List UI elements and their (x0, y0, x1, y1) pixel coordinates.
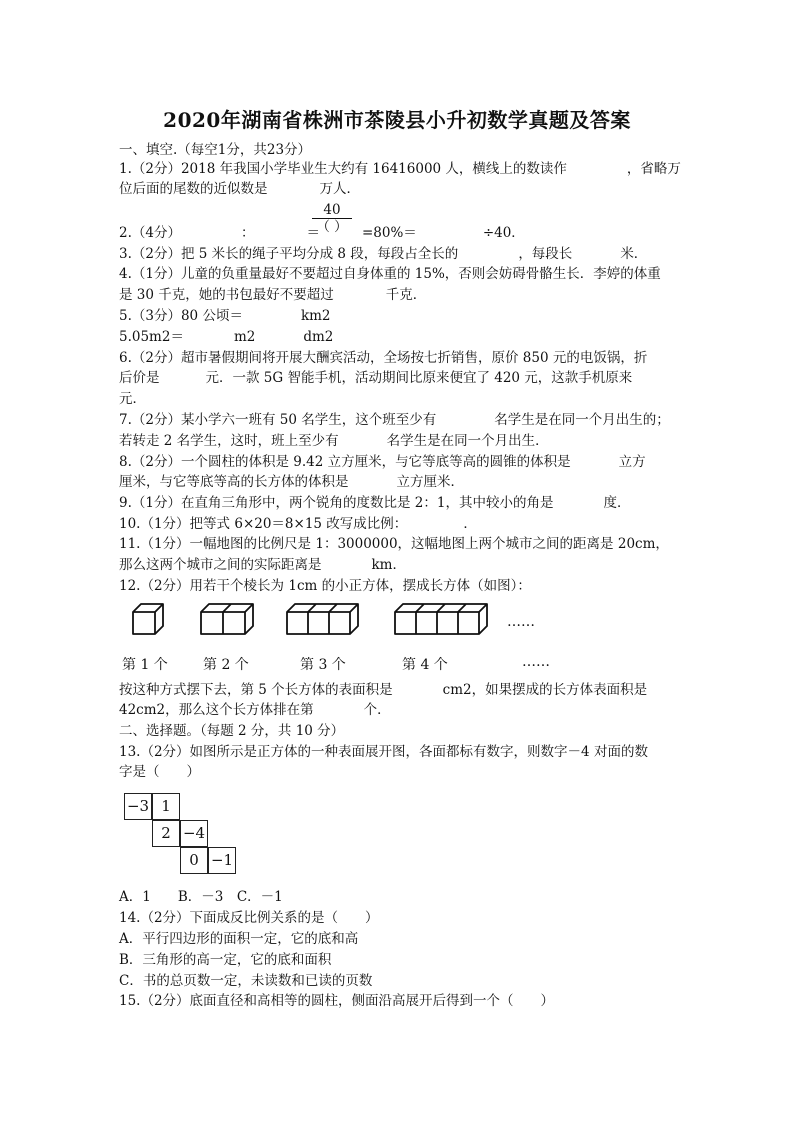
figure-label-1: 第 1 个 (122, 657, 168, 673)
question-12: 12.（2分）用若干个棱长为 1cm 的小正方体，摆成长方体（如图）： (119, 578, 531, 594)
q1-text: 万人． (319, 181, 360, 197)
q2-text: 2.（4分） (119, 225, 181, 241)
q2-text: ÷40． (482, 225, 525, 241)
ellipsis: …… (507, 614, 535, 630)
question-9 (119, 494, 630, 512)
q11-text: 那么这两个城市之间的实际距离是 (119, 557, 322, 573)
ellipsis: …… (522, 654, 550, 670)
q2-text: =80%＝ (361, 225, 417, 241)
q7-text: 7.（2分）某小学六一班有 50 名学生，这个班至少有 (119, 412, 437, 428)
question-15: 15.（2分）底面直径和高相等的圆柱，侧面沿高展开后得到一个（ ） (119, 993, 555, 1009)
question-13-cont: 字是（ ） (119, 764, 200, 780)
cuboid-figure (125, 600, 545, 642)
q10-text: 10.（1分）把等式 6×20＝8×15 改写成比例： (119, 516, 408, 532)
q12-text: cm2，如果摆成的长方体表面积是 (442, 682, 648, 698)
net-cell: 0 (180, 847, 208, 874)
question-7-cont (119, 432, 549, 450)
question-3 (119, 245, 647, 263)
question-13: 13.（2分）如图所示是正方体的一种表面展开图，各面都标有数字，则数字－4 对面的数 (119, 744, 648, 760)
section-heading: 一、填空.（每空1分，共23分） (119, 142, 312, 158)
question-6: 6.（2分）超市暑假期间将开展大酬宾活动，全场按七折销售，原价 850 元的电饭锅，折 (119, 350, 648, 366)
q2-text: ＝ (306, 225, 320, 241)
q6-text: 元．一款 5G 智能手机，活动期间比原来便宜了 420 元，这款手机原来 (205, 370, 633, 386)
q12-text: 个． (363, 702, 391, 718)
cuboid-3 (287, 604, 358, 634)
q2-text: ： (240, 225, 255, 241)
net-cell: 1 (152, 793, 180, 820)
q5-text: 5.（3分）80 公顷＝ (119, 308, 243, 324)
q8-text: 厘米，与它等底等高的长方体的体积是 (119, 474, 349, 490)
fraction-numerator: 40 (312, 202, 352, 219)
q6-text: 后价是 (119, 370, 160, 386)
question-6-cont: 元． (119, 391, 146, 407)
question-8 (119, 453, 646, 471)
section-heading: 二、选择题。（每题 2 分，共 10 分） (119, 723, 345, 739)
q4-text: 是 30 千克，她的书包最好不要超过 (119, 287, 334, 303)
question-5-cont (119, 328, 333, 346)
question-8-cont (119, 473, 464, 491)
question-1 (119, 160, 681, 178)
q9-text: 9.（1分）在直角三角形中，两个锐角的度数比是 2：1，其中较小的角是 (119, 495, 554, 511)
option-c: C．书的总页数一定，未读数和已读的页数 (119, 973, 373, 989)
net-cell: −3 (124, 793, 152, 820)
q7-text: 名学生是在同一个月出生． (386, 433, 549, 449)
option-a: A．平行四边形的面积一定，它的底和高 (119, 931, 359, 947)
q5-text: 5.05m2＝ (119, 329, 184, 345)
question-12-cont (119, 701, 391, 719)
q11-text: km． (371, 557, 406, 573)
question-14: 14.（2分）下面成反比例关系的是（ ） (119, 910, 379, 926)
q3-text: ，每段长 (518, 246, 573, 262)
net-cell: −4 (180, 820, 208, 847)
q5-text: dm2 (303, 329, 334, 345)
fraction-denominator: （ ） (316, 219, 348, 235)
q3-text: 3.（2分）把 5 米长的绳子平均分成 8 段，每段占全长的 (119, 246, 459, 262)
q3-text: 米． (620, 246, 648, 262)
question-5 (119, 307, 331, 325)
q8-text: 8.（2分）一个圆柱的体积是 9.42 立方厘米，与它等底等高的圆锥的体积是 (119, 454, 571, 470)
net-cell: 2 (152, 820, 180, 847)
figure-label-3: 第 3 个 (300, 657, 346, 673)
question-12-cont (119, 681, 647, 699)
question-6-cont (119, 369, 632, 387)
q12-text: 按这种方式摆下去，第 5 个长方体的表面积是 (119, 682, 393, 698)
figure-label-2: 第 2 个 (203, 657, 249, 673)
figure-label-4: 第 4 个 (402, 657, 448, 673)
q5-text: km2 (300, 308, 331, 324)
q7-text: 名学生是在同一个月出生的； (494, 412, 670, 428)
question-11-cont (119, 556, 406, 574)
q12-text: 42cm2，那么这个长方体排在第 (119, 702, 314, 718)
q1-text: 1.（2分）2018 年我国小学毕业生大约有 16416000 人，横线上的数读作 (119, 161, 567, 177)
question-10 (119, 515, 477, 533)
q1-text: ，省略万 (626, 161, 681, 177)
fraction (312, 202, 352, 235)
question-4: 4.（1分）儿童的负重量最好不要超过自身体重的 15%，否则会妨碍骨骼生长．李婷的体重 (119, 266, 661, 282)
question-4-cont (119, 286, 426, 304)
cuboid-4 (395, 604, 487, 634)
question-7 (119, 411, 670, 429)
q10-text: ． (463, 516, 477, 532)
question-1-cont (119, 180, 360, 198)
q7-text: 若转走 2 名学生，这时，班上至少有 (119, 433, 339, 449)
cuboid-2 (201, 604, 253, 634)
net-cell: −1 (208, 847, 236, 874)
q9-text: 度． (603, 495, 631, 511)
q8-text: 立方厘米． (396, 474, 464, 490)
q5-text: m2 (233, 329, 256, 345)
option-b: B．三角形的高一定，它的底和面积 (119, 952, 332, 968)
question-13-options: A．1 B．－3 C．－1 (119, 889, 283, 905)
q8-text: 立方 (618, 454, 646, 470)
q4-text: 千克． (385, 287, 427, 303)
question-11: 11.（1分）一幅地图的比例尺是 1：3000000，这幅地图上两个城市之间的距离是 20cm， (119, 536, 669, 552)
cuboid-1 (133, 604, 163, 634)
q1-text: 位后面的尾数的近似数是 (119, 181, 268, 197)
page-title: 2020年湖南省株洲市茶陵县小升初数学真题及答案 (163, 108, 631, 132)
